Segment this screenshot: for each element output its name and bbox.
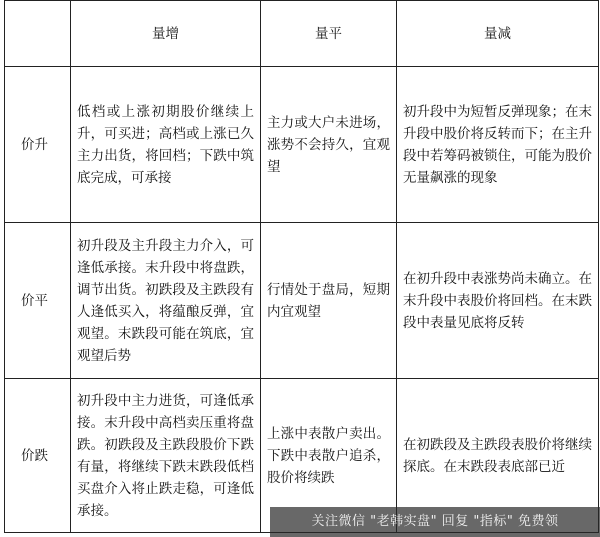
price-volume-table — [4, 0, 599, 533]
col-header-volume-down: 量减 — [397, 1, 599, 67]
row-header-price-up: 价升 — [5, 67, 71, 223]
col-header-volume-flat: 量平 — [261, 1, 397, 67]
table-cell: 在初跌段及主跌段表股价将继续探底。在末跌段表底部已近 — [397, 379, 599, 533]
watermark-banner: 关注微信 "老韩实盘" 回复 "指标" 免费领 — [270, 507, 600, 537]
table-row-price-flat — [5, 223, 599, 379]
row-header-price-flat: 价平 — [5, 223, 71, 379]
table-cell: 低档或上涨初期股价继续上升，可买进；高档或上涨已久主力出货，将回档；下跌中筑底完成，可承接 — [71, 67, 261, 223]
table-cell: 初升段及主升段主力介入，可逢低承接。末升段中将盘跌，调节出货。初跌段及主跌段有人逢低买入，将蕴酿反弹，宜观望。末跌段可能在筑底，宜观望后势 — [71, 223, 261, 379]
corner-cell — [5, 1, 71, 67]
table-cell: 初升段中主力进货，可逢低承接。末升段中高档卖压重将盘跌。初跌段及主跌段股价下跌有量，将继续下跌末跌段低档买盘介入将止跌走稳，可逢低承接。 — [71, 379, 261, 533]
table-cell: 上涨中表散户卖出。下跌中表散户追杀，股价将续跌 — [261, 379, 397, 533]
header-row — [5, 1, 599, 67]
row-header-price-down: 价跌 — [5, 379, 71, 533]
table-cell: 初升段中为短暂反弹现象；在末升段中股价将反转而下；在主升段中若筹码被锁住，可能为股价无量飙涨的现象 — [397, 67, 599, 223]
table-cell: 在初升段中表涨势尚未确立。在末升段中表股价将回档。在末跌段中表量见底将反转 — [397, 223, 599, 379]
col-header-volume-up: 量增 — [71, 1, 261, 67]
table-cell: 行情处于盘局，短期内宜观望 — [261, 223, 397, 379]
table-cell: 主力或大户未进场，涨势不会持久，宜观望 — [261, 67, 397, 223]
table-row-price-up — [5, 67, 599, 223]
